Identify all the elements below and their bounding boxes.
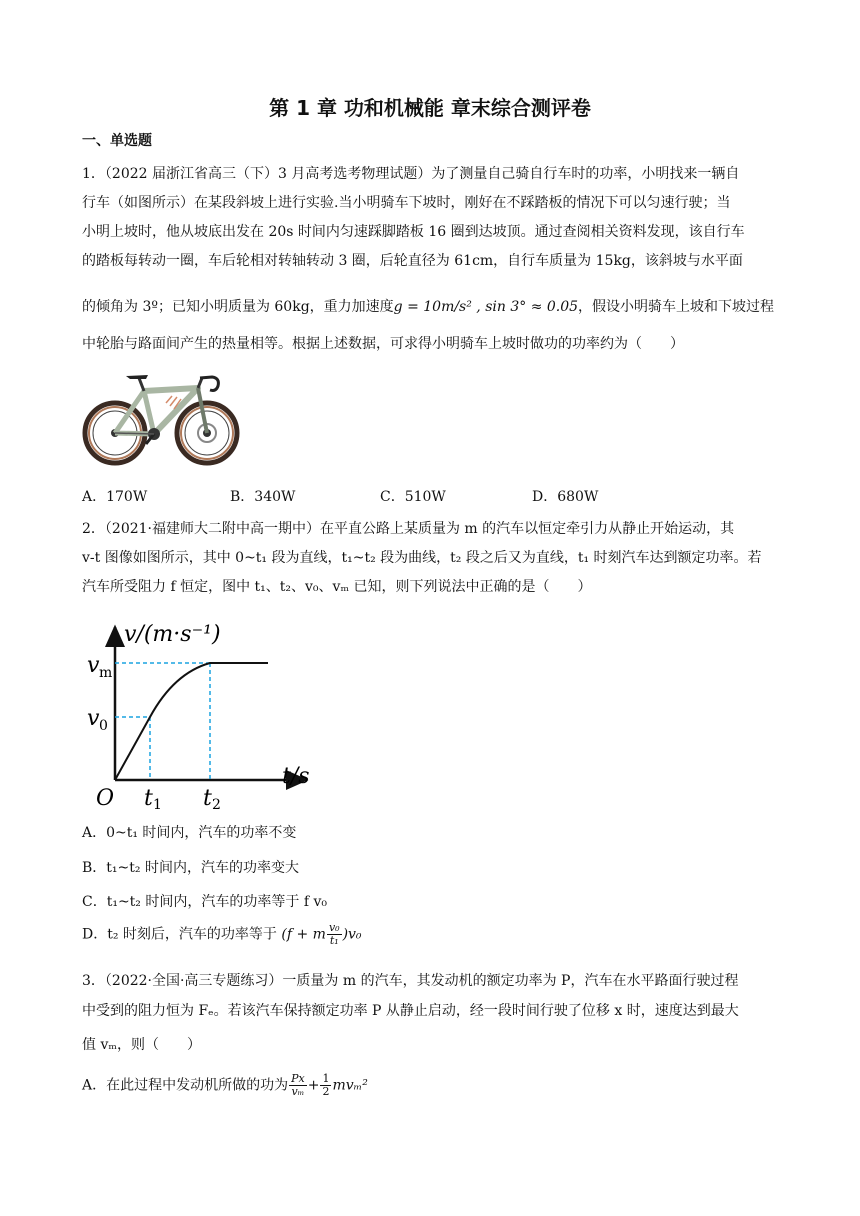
q2-option-a[interactable]: A．0~t₁ 时间内，汽车的功率不变 [82,825,297,841]
q3-line-2: 中受到的阻力恒为 Fₑ。若该汽车保持额定功率 P 从静止启动，经一段时间行驶了位移 x 时，速度达到最大 [82,1003,739,1019]
q1-line-5-formula: g = 10m/s² , sin 3° ≈ 0.05 [393,299,579,315]
q3-option-a-tail: mvₘ² [332,1077,368,1094]
fraction-numerator: 1 [322,1072,330,1085]
plus-sign: + [307,1077,320,1094]
q2-option-c[interactable]: C．t₁~t₂ 时间内，汽车的功率等于 f v₀ [82,894,327,910]
fraction-denominator: 2 [322,1085,330,1098]
q2-option-d-expr-a: (f + m [281,926,326,943]
q2-line-1: 2．（2021·福建师大二附中高一期中）在平直公路上某质量为 m 的汽车以恒定牵引力从静止开始运动，其 [82,521,735,537]
fraction-numerator: v₀ [328,921,340,934]
q1-line-3: 小明上坡时，他从坡底出发在 20s 时间内匀速踩脚踏板 16 圈到达坡顶。通过查阅相关资料发现，该自行车 [82,224,745,240]
q1-line-1: 1．（2022 届浙江省高三（下）3 月高考选考物理试题）为了测量自己骑自行车时的功率，小明找来一辆自 [82,166,740,182]
q3-fraction-1 [289,1073,307,1098]
v0-tick-label: v [87,706,100,731]
q2-option-d-text: D．t₂ 时刻后，汽车的功率等于 [82,926,277,943]
bicycle-image [82,366,242,470]
v0-subscript: 0 [99,718,108,734]
q3-fraction-2 [320,1073,331,1098]
q1-line-5-text-c: ，假设小明骑车上坡和下坡过程 [578,299,775,315]
q3-line-1: 3．（2022·全国·高三专题练习）一质量为 m 的汽车，其发动机的额定功率为 P，汽车在水平路面行驶过程 [82,973,739,989]
t1-tick-label: t [144,786,153,810]
vm-subscript: m [99,665,113,681]
q1-line-5 [82,296,774,316]
q3-option-a-text: A．在此过程中发动机所做的功为 [82,1077,289,1094]
q1-line-4: 的踏板每转动一圈，车后轮相对转轴转动 3 圈，后轮直径为 61cm，自行车质量为 15kg，该斜坡与水平面 [82,253,743,269]
q2-option-d-fraction [327,922,342,947]
q2-line-3: 汽车所受阻力 f 恒定，图中 t₁、t₂、v₀、vₘ 已知，则下列说法中正确的是（ ） [82,579,592,595]
q3-option-a[interactable] [82,1073,368,1098]
origin-label: O [96,786,115,810]
q1-line-5-text-a: 的倾角为 3º；已知小明质量为 60kg，重力加速度 [82,299,394,315]
section-heading: 一、单选题 [82,133,152,149]
t2-subscript: 2 [212,797,221,810]
x-axis-label: t/s [282,764,310,789]
t2-tick-label: t [203,786,212,810]
fraction-denominator: vₘ [291,1085,305,1098]
q2-option-d[interactable] [82,922,362,947]
q2-option-d-expr-b: )v₀ [342,926,362,943]
fraction-denominator: t₁ [329,934,339,947]
t1-subscript: 1 [153,797,162,810]
vt-curve [115,663,268,780]
q1-option-d[interactable]: D．680W [532,489,599,505]
vt-graph [82,615,322,810]
y-axis-label: v/(m·s⁻¹) [124,622,221,647]
vm-tick-label: v [87,653,100,678]
q1-option-c[interactable]: C．510W [380,489,446,505]
q1-line-2: 行车（如图所示）在某段斜坡上进行实验.当小明骑车下坡时，刚好在不踩踏板的情况下可以匀速行驶；当 [82,195,731,211]
page-title: 第 1 章 功和机械能 章末综合测评卷 [269,96,591,120]
q1-option-b[interactable]: B．340W [230,489,296,505]
q2-option-b[interactable]: B．t₁~t₂ 时间内，汽车的功率变大 [82,860,299,876]
q2-line-2: v-t 图像如图所示，其中 0~t₁ 段为直线，t₁~t₂ 段为曲线，t₂ 段之后又为直线，t₁ 时刻汽车达到额定功率。若 [82,550,762,566]
q1-option-a[interactable]: A．170W [82,489,148,505]
q3-line-3: 值 vₘ，则（ ） [82,1037,201,1053]
fraction-numerator: Px [291,1072,305,1085]
q1-line-6: 中轮胎与路面间产生的热量相等。根据上述数据，可求得小明骑车上坡时做功的功率约为（ ） [82,336,684,352]
